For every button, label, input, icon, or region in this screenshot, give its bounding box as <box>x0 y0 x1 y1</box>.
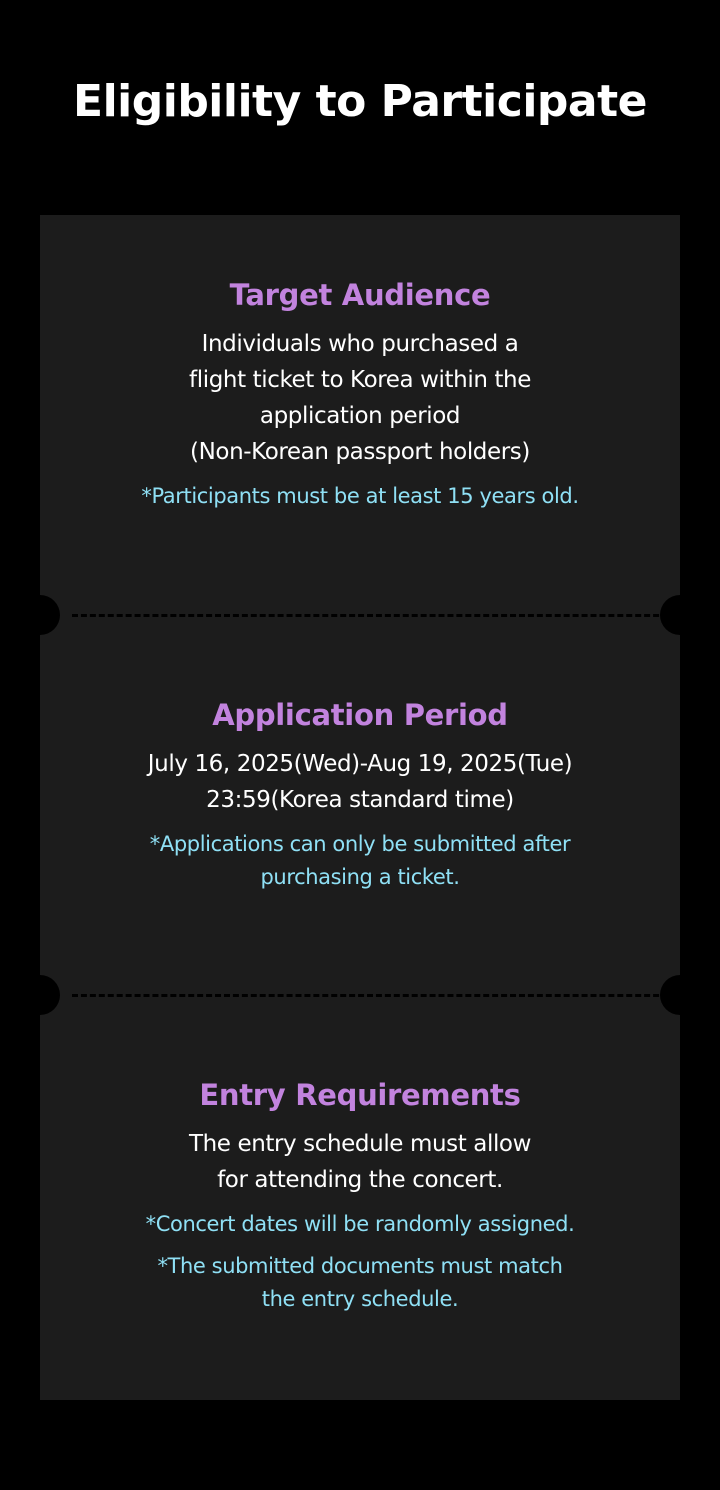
target-audience-section <box>40 278 680 513</box>
note-line: purchasing a ticket. <box>260 865 460 889</box>
note-line: the entry schedule. <box>261 1287 459 1311</box>
section-body <box>40 1126 680 1198</box>
section-note <box>40 480 680 513</box>
body-line: flight ticket to Korea within the <box>189 367 531 393</box>
entry-requirements-section <box>40 1078 680 1316</box>
eligibility-card <box>40 215 680 1400</box>
section-title: Entry Requirements <box>199 1078 521 1112</box>
note-line: *Participants must be at least 15 years old. <box>141 484 579 508</box>
section-body <box>40 326 680 470</box>
body-line: (Non-Korean passport holders) <box>190 439 530 465</box>
note-line: *The submitted documents must match <box>157 1254 563 1278</box>
note-line: *Concert dates will be randomly assigned. <box>145 1212 575 1236</box>
body-line: 23:59(Korea standard time) <box>206 787 514 813</box>
dashed-divider <box>72 614 668 617</box>
section-note <box>40 1208 680 1241</box>
body-line: The entry schedule must allow <box>188 1131 532 1157</box>
section-title: Target Audience <box>229 278 491 312</box>
application-period-section <box>40 698 680 894</box>
section-note <box>40 1250 680 1316</box>
body-line: for attending the concert. <box>217 1167 503 1193</box>
page-title: Eligibility to Participate <box>73 76 647 127</box>
ticket-notch-left <box>20 595 60 635</box>
body-line: Individuals who purchased a <box>201 331 519 357</box>
section-title: Application Period <box>212 698 508 732</box>
section-body <box>40 746 680 818</box>
ticket-notch-left <box>20 975 60 1015</box>
dashed-divider <box>72 994 668 997</box>
body-line: July 16, 2025(Wed)-Aug 19, 2025(Tue) <box>147 751 573 777</box>
body-line: application period <box>259 403 461 429</box>
note-line: *Applications can only be submitted after <box>149 832 571 856</box>
section-note <box>40 828 680 894</box>
